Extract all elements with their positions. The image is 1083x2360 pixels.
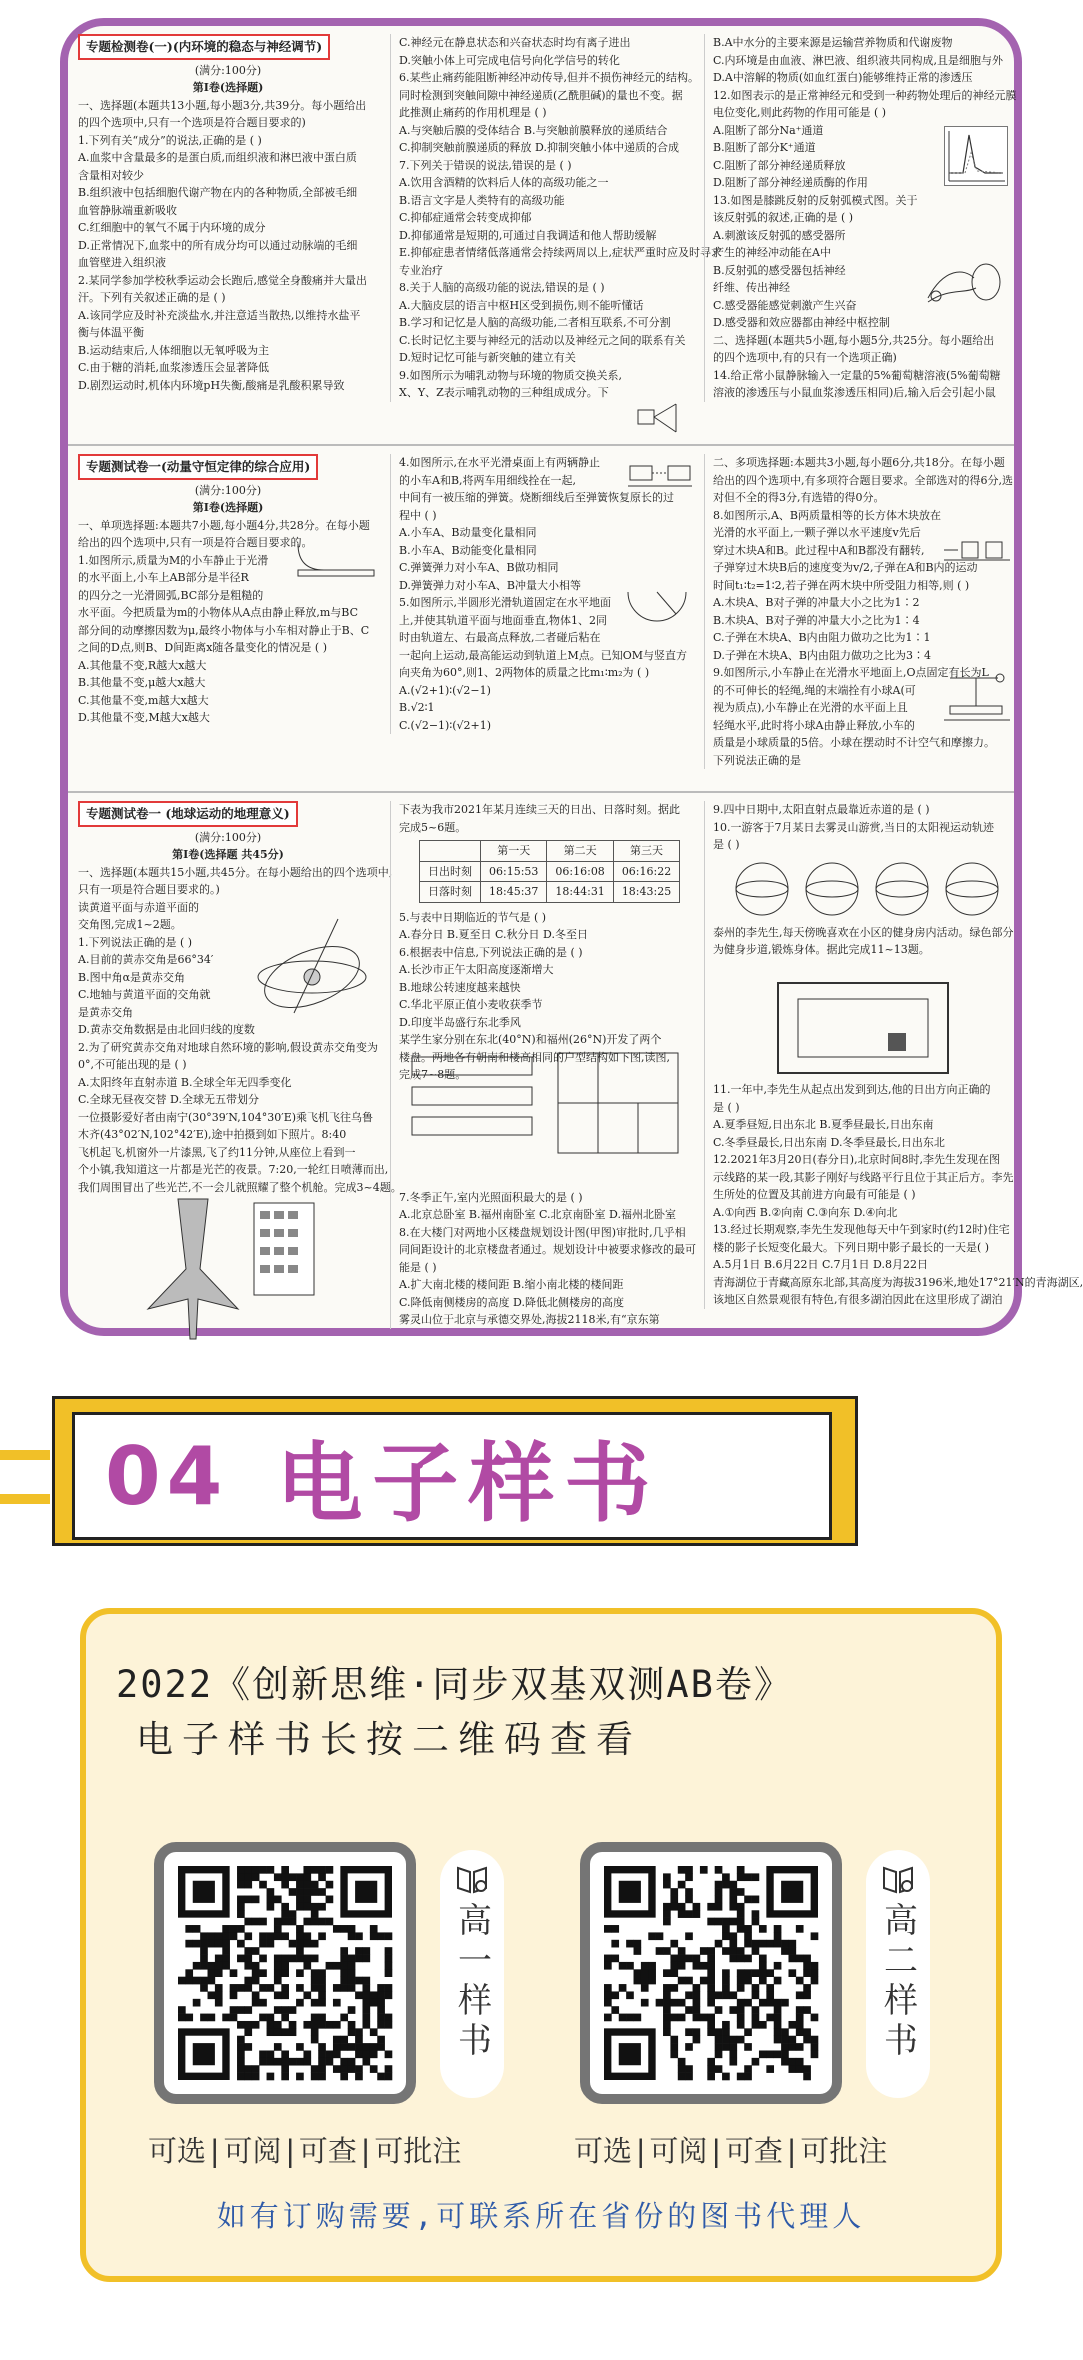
text-line: 专业治疗 [399,263,443,277]
text-line: 对但不全的得3分,有选错的得0分。 [713,491,885,504]
text-line: B.运动结束后,人体细胞以无氧呼吸为主 [78,343,270,357]
text-line: 给出的四个选项中,只有一项是符合题目要求的。 [78,536,313,549]
text-line: D.弹簧弹力对小车A、B冲量大小相等 [399,578,581,592]
text-line: 时间t₁∶t₂=1∶2,若子弹在两木块中所受阻力相等,则 ( ) [713,578,970,592]
text-line: 楼的影子长短变化最大。下列日期中影子最长的一天是( ) [713,1240,990,1254]
text-line: 之间的D点,则B、D间距离x随各量变化的情况是 ( ) [78,641,327,654]
text-line: 为健身步道,锻炼身体。据此完成11~13题。 [713,943,930,956]
sheet3-score: (满分:100分) [194,830,262,844]
text-line: B.√2∶1 [399,701,435,714]
text-line: 13.经过长期观察,李先生发现他每天中午到家时(约12时)住宅 [713,1223,1010,1236]
text-line: 该反射弧的叙述,正确的是 ( ) [713,211,854,224]
text-line: 1.下列有关“成分”的说法,正确的是 ( ) [78,133,262,147]
text-line: 我们周围冒出了些光芒,不一会儿就照耀了整个机舱。完成3~4题。 [78,1180,402,1194]
text-line: 5.如图所示,半圆形光滑轨道固定在水平地面 [399,596,611,609]
text-line: C.冬季昼最长,日出东南 D.冬季昼最长,日出东北 [713,1135,945,1149]
text-line: 雾灵山位于北京与承德交界处,海拔2118米,有“京东第 [399,1313,660,1326]
text-line: A.刺激该反射弧的感受器所 [713,228,846,242]
text-line: 6.根据表中信息,下列说法正确的是 ( ) [399,945,583,959]
text-line: D.突触小体上可完成电信号向化学信号的转化 [399,53,620,67]
text-line: A.春分日 B.夏至日 C.秋分日 D.冬至日 [399,928,588,941]
table-cell: 18:43:25 [613,882,679,903]
text-line: 1.如图所示,质量为M的小车静止于光滑 [78,553,269,567]
table-row [420,841,680,862]
qr-code-grade-1[interactable] [154,1842,416,2104]
text-line: B.木块A、B对子弹的冲量大小之比为1∶4 [713,613,920,627]
text-line: 溶液的渗透压与小鼠血浆渗透压相同)后,输入后会引起小鼠 [713,386,996,399]
banner-accent-bar-bottom [0,1494,50,1504]
sheet1-column-3 [704,34,1017,402]
sheet3-title: 专题测试卷一 (地球运动的地理意义) [78,801,298,827]
text-line: 二、多项选择题:本题共3小题,每小题6分,共18分。在每小题 [713,456,1005,469]
text-line: A.夏季昼短,日出东北 B.夏季昼最长,日出东南 [713,1118,934,1131]
text-line: C.其他量不变,m越大x越大 [78,693,209,707]
text-line: A.饮用含酒精的饮料后人体的高级功能之一 [399,176,609,189]
grade-1-label-pill [440,1850,504,2098]
text-line: 2.为了研究黄赤交角对地球自然环境的影响,假设黄赤交角变为 [78,1040,378,1054]
text-line: 的四分之一光滑圆弧,BC部分是粗糙的 [78,588,264,602]
grade-2-caption: 可选|可阅|可查|可批注 [574,2134,888,2168]
text-line: 只有一项是符合题目要求的。) [78,883,220,896]
text-line: 10.一游客于7月某日去雾灵山游赏,当日的太阳视运动轨迹 [713,820,994,834]
text-line: C.由于糖的消耗,血浆渗透压会显著降低 [78,361,270,374]
text-line: B.学习和记忆是人脑的高级功能,二者相互联系,不可分割 [399,316,671,329]
text-line: C.抑郁症通常会转变成抑郁 [399,211,532,224]
text-line: 是黄赤交角 [78,1005,133,1019]
text-line: D.印度半岛盛行东北季风 [399,1015,521,1029]
sheet1-score: (满分:100分) [194,63,262,77]
text-line: 能是 ( ) [399,1260,437,1274]
sheet1-title: 专题检测卷(一)(内环境的稳态与神经调节) [78,34,330,60]
text-line: 个小镇,我知道这一片都是光芒的夜景。7:20,一轮红日喷薄而出, [78,1163,389,1176]
sheet3-col2-intro [399,801,699,836]
text-line: 下表为我市2021年某月连续三天的日出、日落时刻。据此 [399,803,680,816]
text-line: 13.如图是膝跳反射的反射弧模式图。关于 [713,193,918,207]
book-icon [455,1864,489,1894]
card-footer: 如有订购需要,可联系所在省份的图书代理人 [216,2199,866,2233]
text-line: 二、选择题(本题共5小题,每小题5分,共25分。每小题给出 [713,333,995,347]
text-line: D.黄赤交角数据是由北回归线的度数 [78,1023,255,1036]
text-line: 完成7~8题。 [399,1068,467,1081]
text-line: 下列说法正确的是 [713,753,801,767]
text-line: C.抑制突触前膜递质的释放 D.抑制突触小体中递质的合成 [399,141,679,154]
text-line: 示线路的某一段,其影子刚好与线路平行且位于其正后方。李先 [713,1170,1014,1184]
exam-sheet-biology [68,26,1017,446]
text-line: 该地区自然景观很有特色,有很多湖泊因此在这里形成了湖泊 [713,1293,1003,1306]
exam-sheet-physics [68,446,1014,793]
table-cell: 06:16:22 [613,861,679,882]
text-line: 12.2021年3月20日(春分日),北京时间8时,李先生发现在图 [713,1153,1001,1166]
section-number: 04 [105,1429,229,1523]
ecliptic-plane-figure [254,913,372,1025]
table-row [420,861,680,882]
text-line: B.A中水分的主要来源是运输营养物质和代谢废物 [713,36,953,49]
qr-code-image [178,1866,392,2080]
text-line: 木齐(43°02′N,102°42′E),途中拍摄到如下照片。8:40 [78,1128,347,1141]
table-cell: 日出时刻 [420,861,481,882]
text-line: 8.如图所示,A、B两质量相等的长方体木块放在 [713,508,942,522]
membrane-potential-figure [944,126,1008,186]
text-line: A.北京总卧室 B.福州南卧室 C.北京南卧室 D.福州北卧室 [399,1208,676,1221]
sheet1-column-2 [390,34,723,402]
sheet1-column-1 [78,34,378,394]
sheet2-part: 第Ⅰ卷(选择题) [192,501,264,514]
text-line: B.地球公转速度越来越快 [399,980,521,994]
table-cell: 日落时刻 [420,882,481,903]
qr-code-grade-2[interactable] [580,1842,842,2104]
text-line: A.太阳终年直射赤道 B.全球全年无四季变化 [78,1075,292,1089]
two-carts-figure [628,460,692,490]
text-line: 是 ( ) [713,838,740,851]
text-line: A.木块A、B对子弹的冲量大小之比为1∶2 [713,596,920,609]
text-line: 5.与表中日期临近的节气是 ( ) [399,910,547,924]
text-line: A.小车A、B动量变化量相同 [399,526,537,539]
text-line: 完成5~6题。 [399,820,467,834]
text-line: C.降低南侧楼房的高度 D.降低北侧楼房的高度 [399,1295,624,1309]
sheet1-col2-lines [399,34,723,402]
text-line: C.感受器能感觉刺激产生兴奋 [713,298,857,312]
text-line: B.图中角α是黄赤交角 [78,970,186,984]
reflex-arc-figure [924,258,1006,310]
text-line: C.红细胞中的氧气不属于内环境的成分 [78,221,266,234]
cart-arc-figure [294,540,378,580]
text-line: 的四个选项中,有的只有一个选项正确) [713,351,897,364]
table-cell: 06:16:08 [547,861,613,882]
table-cell: 06:15:53 [481,861,547,882]
table-row [420,882,680,903]
text-line: 飞机起飞,机窗外一片漆黑,飞了约11分钟,从座位上看到一 [78,1145,356,1159]
text-line: B.阻断了部分K⁺通道 [713,141,816,154]
exam-sheet-collage [60,18,1083,1336]
text-line: 生所处的位置及其前进方向最有可能是 ( ) [713,1188,916,1201]
text-line: D.感受器和效应器都由神经中枢控制 [713,316,890,329]
text-line: 产生的神经冲动能在A中 [713,246,831,259]
sunrise-sunset-table [419,840,680,903]
text-line: B.组织液中包括细胞代谢产物在内的各种物质,全部被毛细 [78,186,358,199]
text-line: A.(√2+1)∶(√2−1) [399,683,491,697]
text-line: C.地轴与黄道平面的交角就 [78,988,211,1001]
text-line: 一、选择题(本题共13小题,每小题3分,共39分。每小题给出 [78,98,367,112]
text-line: 一位摄影爱好者由南宁(30°39′N,104°30′E)乘飞机飞往乌鲁 [78,1110,374,1124]
card-subheading: 电子样书长按二维码查看 [136,1718,642,1761]
text-line: B.语言文字是人类特有的高级功能 [399,193,565,207]
text-line: 穿过木块A和B。此过程中A和B都没有翻转, [713,543,925,557]
text-line: 轻绳水平,此时将小球A由静止释放,小车的 [713,718,915,732]
sheet1-col1-lines [78,97,378,395]
text-line: 6.某些止痛药能阻断神经冲动传导,但并不损伤神经元的结构。 [399,71,699,84]
text-line: D.正常情况下,血浆中的所有成分均可以通过动脉端的毛细 [78,238,358,252]
text-line: B.小车A、B动能变化量相同 [399,543,537,557]
text-line: 纤维、传出神经 [713,281,790,294]
text-line: 2.某同学参加学校秋季运动会长跑后,感觉全身酸痛并大量出 [78,273,367,287]
table-cell [420,841,481,862]
semicircle-track-figure [624,586,690,632]
text-line: 同时检测到突触间隙中神经递质(乙酰胆碱)的量也不变。据 [399,88,683,102]
sheet2-title: 专题测试卷一(动量守恒定律的综合应用) [78,454,318,480]
text-line: C.(√2−1)∶(√2+1) [399,718,491,732]
text-line: 某学生家分别在东北(40°N)和福州(26°N)开发了两个 [399,1033,662,1046]
pendulum-cart-figure [944,668,1010,724]
text-line: 楼盘。两地各有朝南和楼高相同的户型结构如下图,读图, [399,1050,670,1064]
text-line: A.5月1日 B.6月22日 C.7月1日 D.8月22日 [713,1258,928,1271]
text-line: 给出的四个选项中,有多项符合题目要求。全部选对的得6分,选 [713,473,1013,487]
text-line: 的水平面上,小车上AB部分是半径R [78,571,249,584]
text-line: 一、选择题(本题共15小题,共45分。在每小题给出的四个选项中, [78,865,393,879]
sheet1-col3-lines [713,34,1017,402]
grade-1-label: 高一样书 [451,1902,492,2062]
grade-1-caption: 可选|可阅|可查|可批注 [148,2134,462,2168]
floor-plan-figure [408,1043,688,1161]
text-line: 汗。下列有关叙述正确的是 ( ) [78,291,226,304]
text-line: 水平面。今把质量为m的小物体从A点由静止释放,m与BC [78,606,359,619]
text-line: C.阻断了部分神经递质释放 [713,158,846,172]
text-line: D.抑郁通常是短期的,可通过自我调适和他人帮助缓解 [399,228,657,242]
text-line: 9.如图所示为哺乳动物与环境的物质交换关系, [399,368,622,382]
text-line: A.血浆中含量最多的是蛋白质,而组织液和淋巴液中蛋白质 [78,151,357,164]
text-line: 程中 ( ) [399,508,437,522]
text-line: 11.一年中,李先生从起点出发到到达,他的日出方向正确的 [713,1083,991,1096]
text-line: D.子弹在木块A、B内由阻力做功之比为3∶4 [713,648,931,662]
text-line: 青海湖位于青藏高原东北部,其高度为海拔3196米,地处17°21′N的青海湖区, [713,1275,1083,1289]
text-line: 光滑的水平面上,一颗子弹以水平速度v先后 [713,526,921,539]
text-line: 同间距设计的北京楼盘者通过。规划设计中被要求修改的最可 [399,1243,696,1256]
text-line: 中间有一被压缩的弹簧。烧断细线后至弹簧恢复原长的过 [399,491,674,504]
text-line: 9.四中日期中,太阳直射点最靠近赤道的是 ( ) [713,803,930,816]
banner-accent-bar-top [0,1450,50,1460]
card-heading: 2022《创新思维·同步双基双测AB卷》 [116,1663,793,1706]
text-line: 血管壁进入组织液 [78,256,166,269]
text-line: C.子弹在木块A、B内由阻力做功之比为1∶1 [713,631,931,644]
text-line: D.短时记忆可能与新突触的建立有关 [399,351,576,364]
text-line: B.反射弧的感受器包括神经 [713,263,846,277]
text-line: X、Y、Z表示哺乳动物的三种组成成分。下 [399,386,609,399]
text-line: A.其他量不变,R越大x越大 [78,658,207,672]
text-line: A.扩大南北楼的楼间距 B.缩小南北楼的楼间距 [399,1278,624,1291]
text-line: A.目前的黄赤交角是66°34′ [78,953,214,966]
text-line: 电位变化,则此药物的作用可能是 ( ) [713,106,887,119]
text-line: 上,并使其轨道平面与地面垂直,物体1、2同 [399,613,607,627]
text-line: A.阻断了部分Na⁺通道 [713,123,824,137]
text-line: D.阻断了部分神经递质酶的作用 [713,176,868,189]
text-line: 子弹穿过木块B后的速度变为v/2,子弹在A和B内的运动 [713,561,978,574]
text-line: E.抑郁症患者情绪低落通常会持续两周以上,症状严重时应及时寻求 [399,246,723,259]
text-line: A.①向西 B.②向南 C.③向东 D.④向北 [713,1205,898,1219]
text-line: C.神经元在静息状态和兴奋状态时均有离子进出 [399,36,631,49]
text-line: C.内环境是由血液、淋巴液、组织液共同构成,且是细胞与外 [713,53,1004,67]
text-line: 质量是小球质量的5倍。小球在摆动时不计空气和摩擦力。 [713,736,995,749]
text-line: 泰州的李先生,每天傍晚喜欢在小区的健身房内活动。绿色部分 [713,925,1014,939]
qr-code-image [604,1866,818,2080]
text-line: 1.下列说法正确的是 ( ) [78,935,193,949]
text-line: D.其他量不变,M越大x越大 [78,711,210,724]
section-title: 电子样书 [276,1434,661,1534]
text-line: 一、单项选择题:本题共7小题,每小题4分,共28分。在每小题 [78,518,370,532]
sheet2-score: (满分:100分) [194,483,262,497]
text-line: D.剧烈运动时,机体内环境pH失衡,酸痛是乳酸积累导致 [78,378,345,392]
sheet1-part: 第Ⅰ卷(选择题) [192,81,264,94]
text-line: 7.冬季正午,室内光照面积最大的是 ( ) [399,1190,583,1204]
table-cell: 第一天 [481,841,547,862]
text-line: 此推测止痛药的作用机理是 ( ) [399,106,547,119]
sheet2-column-1 [78,454,378,727]
text-line: 时由轨道左、右最高点释放,二者碰后粘在 [399,631,601,644]
text-line: 的四个选项中,只有一个选项是符合题目要求的) [78,116,306,129]
text-line: 含量相对较少 [78,168,144,182]
fitness-trail-figure [768,973,958,1083]
table-cell: 18:45:37 [481,882,547,903]
text-line: D.A中溶解的物质(如血红蛋白)能够维持正常的渗透压 [713,71,973,84]
text-line: 是 ( ) [713,1100,740,1114]
text-line: 14.给正常小鼠静脉输入一定量的5%葡萄糖溶液(5%葡萄糖 [713,368,1001,382]
text-line: A.大脑皮层的语言中枢H区受到损伤,则不能听懂话 [399,298,644,312]
sun-path-figure [728,855,1008,921]
text-line: 的不可伸长的轻绳,绳的末端拴有小球A(可 [713,683,916,697]
text-line: 视为质点),小车静止在光滑的水平面上且 [713,701,908,714]
ebook-card [80,1608,1002,2282]
text-line: 12.如图表示的是正常神经元和受到一种药物处理后的神经元膜 [713,88,1017,102]
text-line: C.华北平原正值小麦收获季节 [399,998,543,1011]
bullet-blocks-figure [944,534,1010,564]
text-line: B.其他量不变,μ越大x越大 [78,676,206,689]
exchange-figure [636,398,692,438]
text-line: 部分间的动摩擦因数为μ,最终小物体与小车相对静止于B、C [78,623,370,637]
text-line: C.全球无昼夜交替 D.全球无五带划分 [78,1093,259,1106]
text-line: 读黄道平面与赤道平面的 [78,900,199,914]
text-line [399,1171,699,1189]
section-banner [72,1412,832,1540]
text-line: 血管静脉端重新吸收 [78,203,177,217]
text-line: 9.如图所示,小车静止在光滑水平地面上,O点固定有长为L [713,666,989,679]
text-line: A.与突触后膜的受体结合 B.与突触前膜释放的递质结合 [399,123,668,137]
text-line: A.该同学应及时补充淡盐水,并注意适当散热,以维持水盐平 [78,308,361,322]
grade-2-label-pill [866,1850,930,2098]
grade-2-label: 高二样书 [877,1902,918,2062]
text-line: A.长沙市正午太阳高度逐渐增大 [399,963,554,976]
book-icon [881,1864,915,1894]
text-line: 交角图,完成1~2题。 [78,918,182,931]
text-line: 7.下列关于错误的说法,错误的是 ( ) [399,158,572,172]
table-cell: 第二天 [547,841,613,862]
text-line: 4.如图所示,在水平光滑桌面上有两辆静止 [399,456,600,469]
text-line: 0°,不可能出现的是 ( ) [78,1058,187,1071]
text-line: C.长时记忆主要与神经元的活动以及神经元之间的联系有关 [399,333,686,347]
text-line: 8.关于人脑的高级功能的说法,错误的是 ( ) [399,281,605,294]
airplane-seat-figure [138,1189,318,1339]
table-cell: 第三天 [613,841,679,862]
text-line: 的小车A和B,将两车用细线拴在一起, [399,473,577,487]
sheet3-part: 第Ⅰ卷(选择题 共45分) [172,848,284,861]
text-line: 8.在大楼门对两地小区楼盘规划设计图(甲图)审批时,几乎相 [399,1225,686,1239]
text-line: 衡与体温平衡 [78,326,144,339]
exam-sheet-geography [68,793,1083,1333]
table-cell: 18:44:31 [547,882,613,903]
text-line: 向夹角为60°,则1、2两物体的质量之比m₁∶m₂为 ( ) [399,666,650,679]
text-line: C.弹簧弹力对小车A、B做功相同 [399,561,559,574]
text-line: 一起向上运动,最高能运动到轨道上M点。已知OM与竖直方 [399,648,688,662]
